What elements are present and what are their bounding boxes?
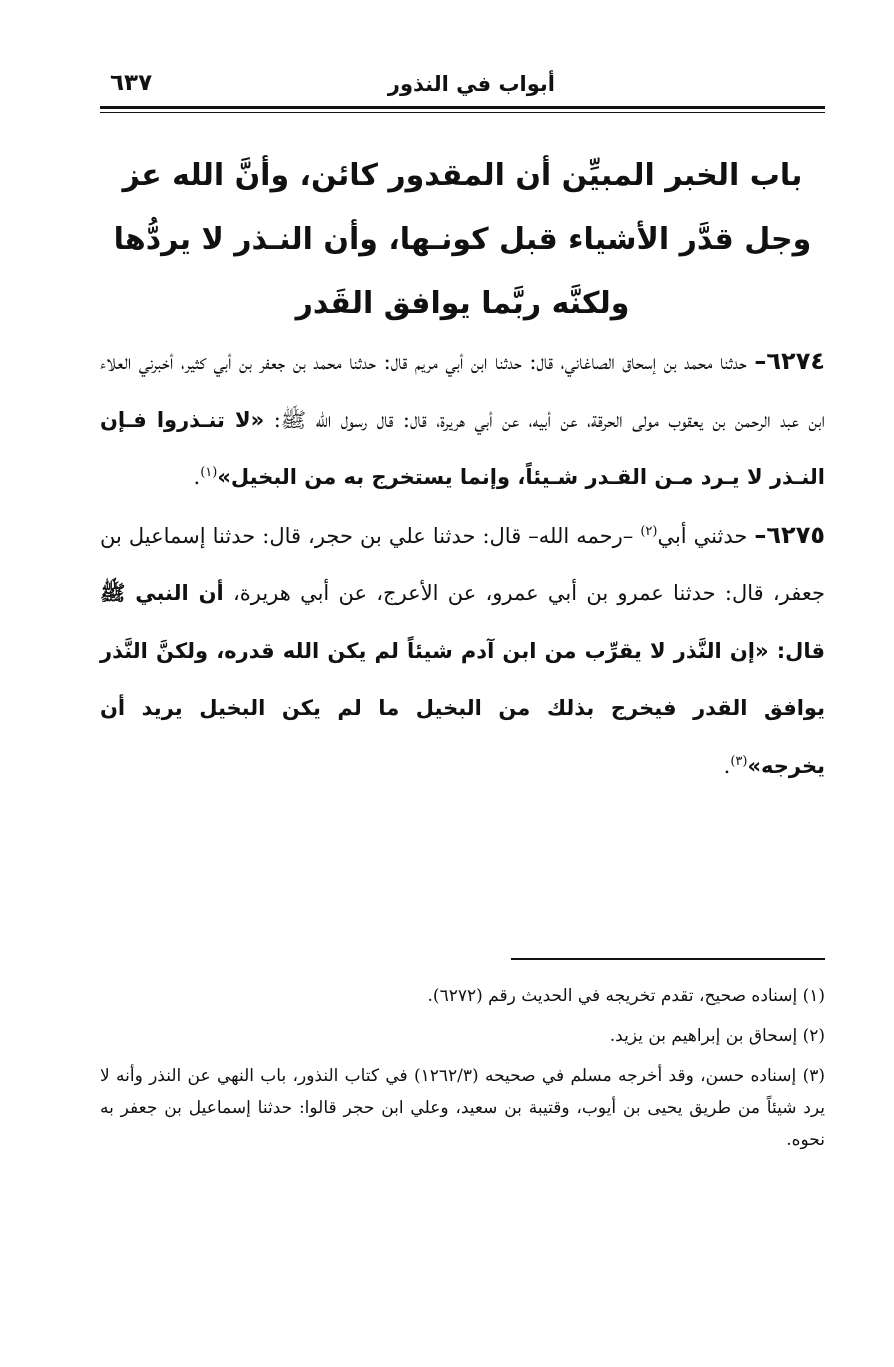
header-rule-thick xyxy=(100,106,825,109)
sentence-end: . xyxy=(193,465,201,489)
footnote-ref: (٢) xyxy=(640,523,658,539)
hadith-quote: «إن النَّذر لا يقرِّب من ابن آدم شيئاً لم يكن الله قدره، ولكنَّ النَّذر يوافق القدر فيخرج بذلك من البخيل ما لم يكن البخيل يريد أن يخرجه» xyxy=(100,638,825,778)
hadith-paragraph-6275 xyxy=(100,507,825,796)
hadith-chain-b: –رحمه الله– قال: حدثنا علي بن حجر، قال: حدثنا إسماعيل بن جعفر، قال: حدثنا عمرو بن أبي عمرو، عن الأعرج، عن أبي هريرة، xyxy=(100,523,825,605)
hadith-chain-a: حدثني أبي xyxy=(657,523,755,548)
hadith-paragraph-6274 xyxy=(100,333,825,507)
footnote-1: (١) إسناده صحيح، تقدم تخريجه في الحديث رقم (٦٢٧٢). xyxy=(427,986,825,1006)
hadith-chain: حدثنا محمد بن إسحاق الصاغاني، قال: حدثنا ابن أبي مريم قال: حدثنا محمد بن جعفر بن أبي كثير، أخبرني العلاء ابن عبد الرحمن بن يعقوب مولى الحرقة، عن أبيه، عن أبي هريرة، قال: قال رسول الله ﷺ: xyxy=(100,350,825,432)
footnote-2: (٢) إسحاق بن إبراهيم بن يزيد. xyxy=(609,1026,825,1046)
footnote-3: (٣) إسناده حسن، وقد أخرجه مسلم في صحيحه (١٢٦٢/٣) في كتاب النذور، باب النهي عن النذر وأنه لا يرد شيئاً من طريق يحيى بن أيوب، وقتيبة بن سعيد، وعلي ابن حجر قالوا: حدثنا إسماعيل بن جعفر به نحوه. xyxy=(100,1066,825,1150)
page-header xyxy=(100,66,825,106)
hadith-number: ٦٢٧٤– xyxy=(754,347,825,375)
page-number: ٦٣٧ xyxy=(110,70,153,96)
header-rule-thin xyxy=(100,112,825,113)
running-title: أبواب في النذور xyxy=(387,72,555,96)
footnote-separator xyxy=(511,958,825,960)
footnote-ref: (١) xyxy=(200,465,218,480)
chapter-title: باب الخبر المبيِّن أن المقدور كائن، وأنَّ الله عز وجل قدَّر الأشياء قبل كونـها، وأن النـذر لا يردُّها ولكنَّه ربَّما يوافق القَدر xyxy=(113,158,812,321)
sentence-end: . xyxy=(723,753,731,778)
footnote-ref: (٣) xyxy=(730,753,748,769)
hadith-quote: «لا تنـذروا فـإن النـذر لا يـرد مـن القـدر شـيئاً، وإنما يستخرج به من البخيل» xyxy=(100,407,825,489)
hadith-intro: أن النبي ﷺ قال: xyxy=(100,581,825,663)
footnotes xyxy=(100,980,825,1164)
hadith-number: ٦٢٧٥– xyxy=(754,520,825,549)
main-text xyxy=(100,333,825,795)
